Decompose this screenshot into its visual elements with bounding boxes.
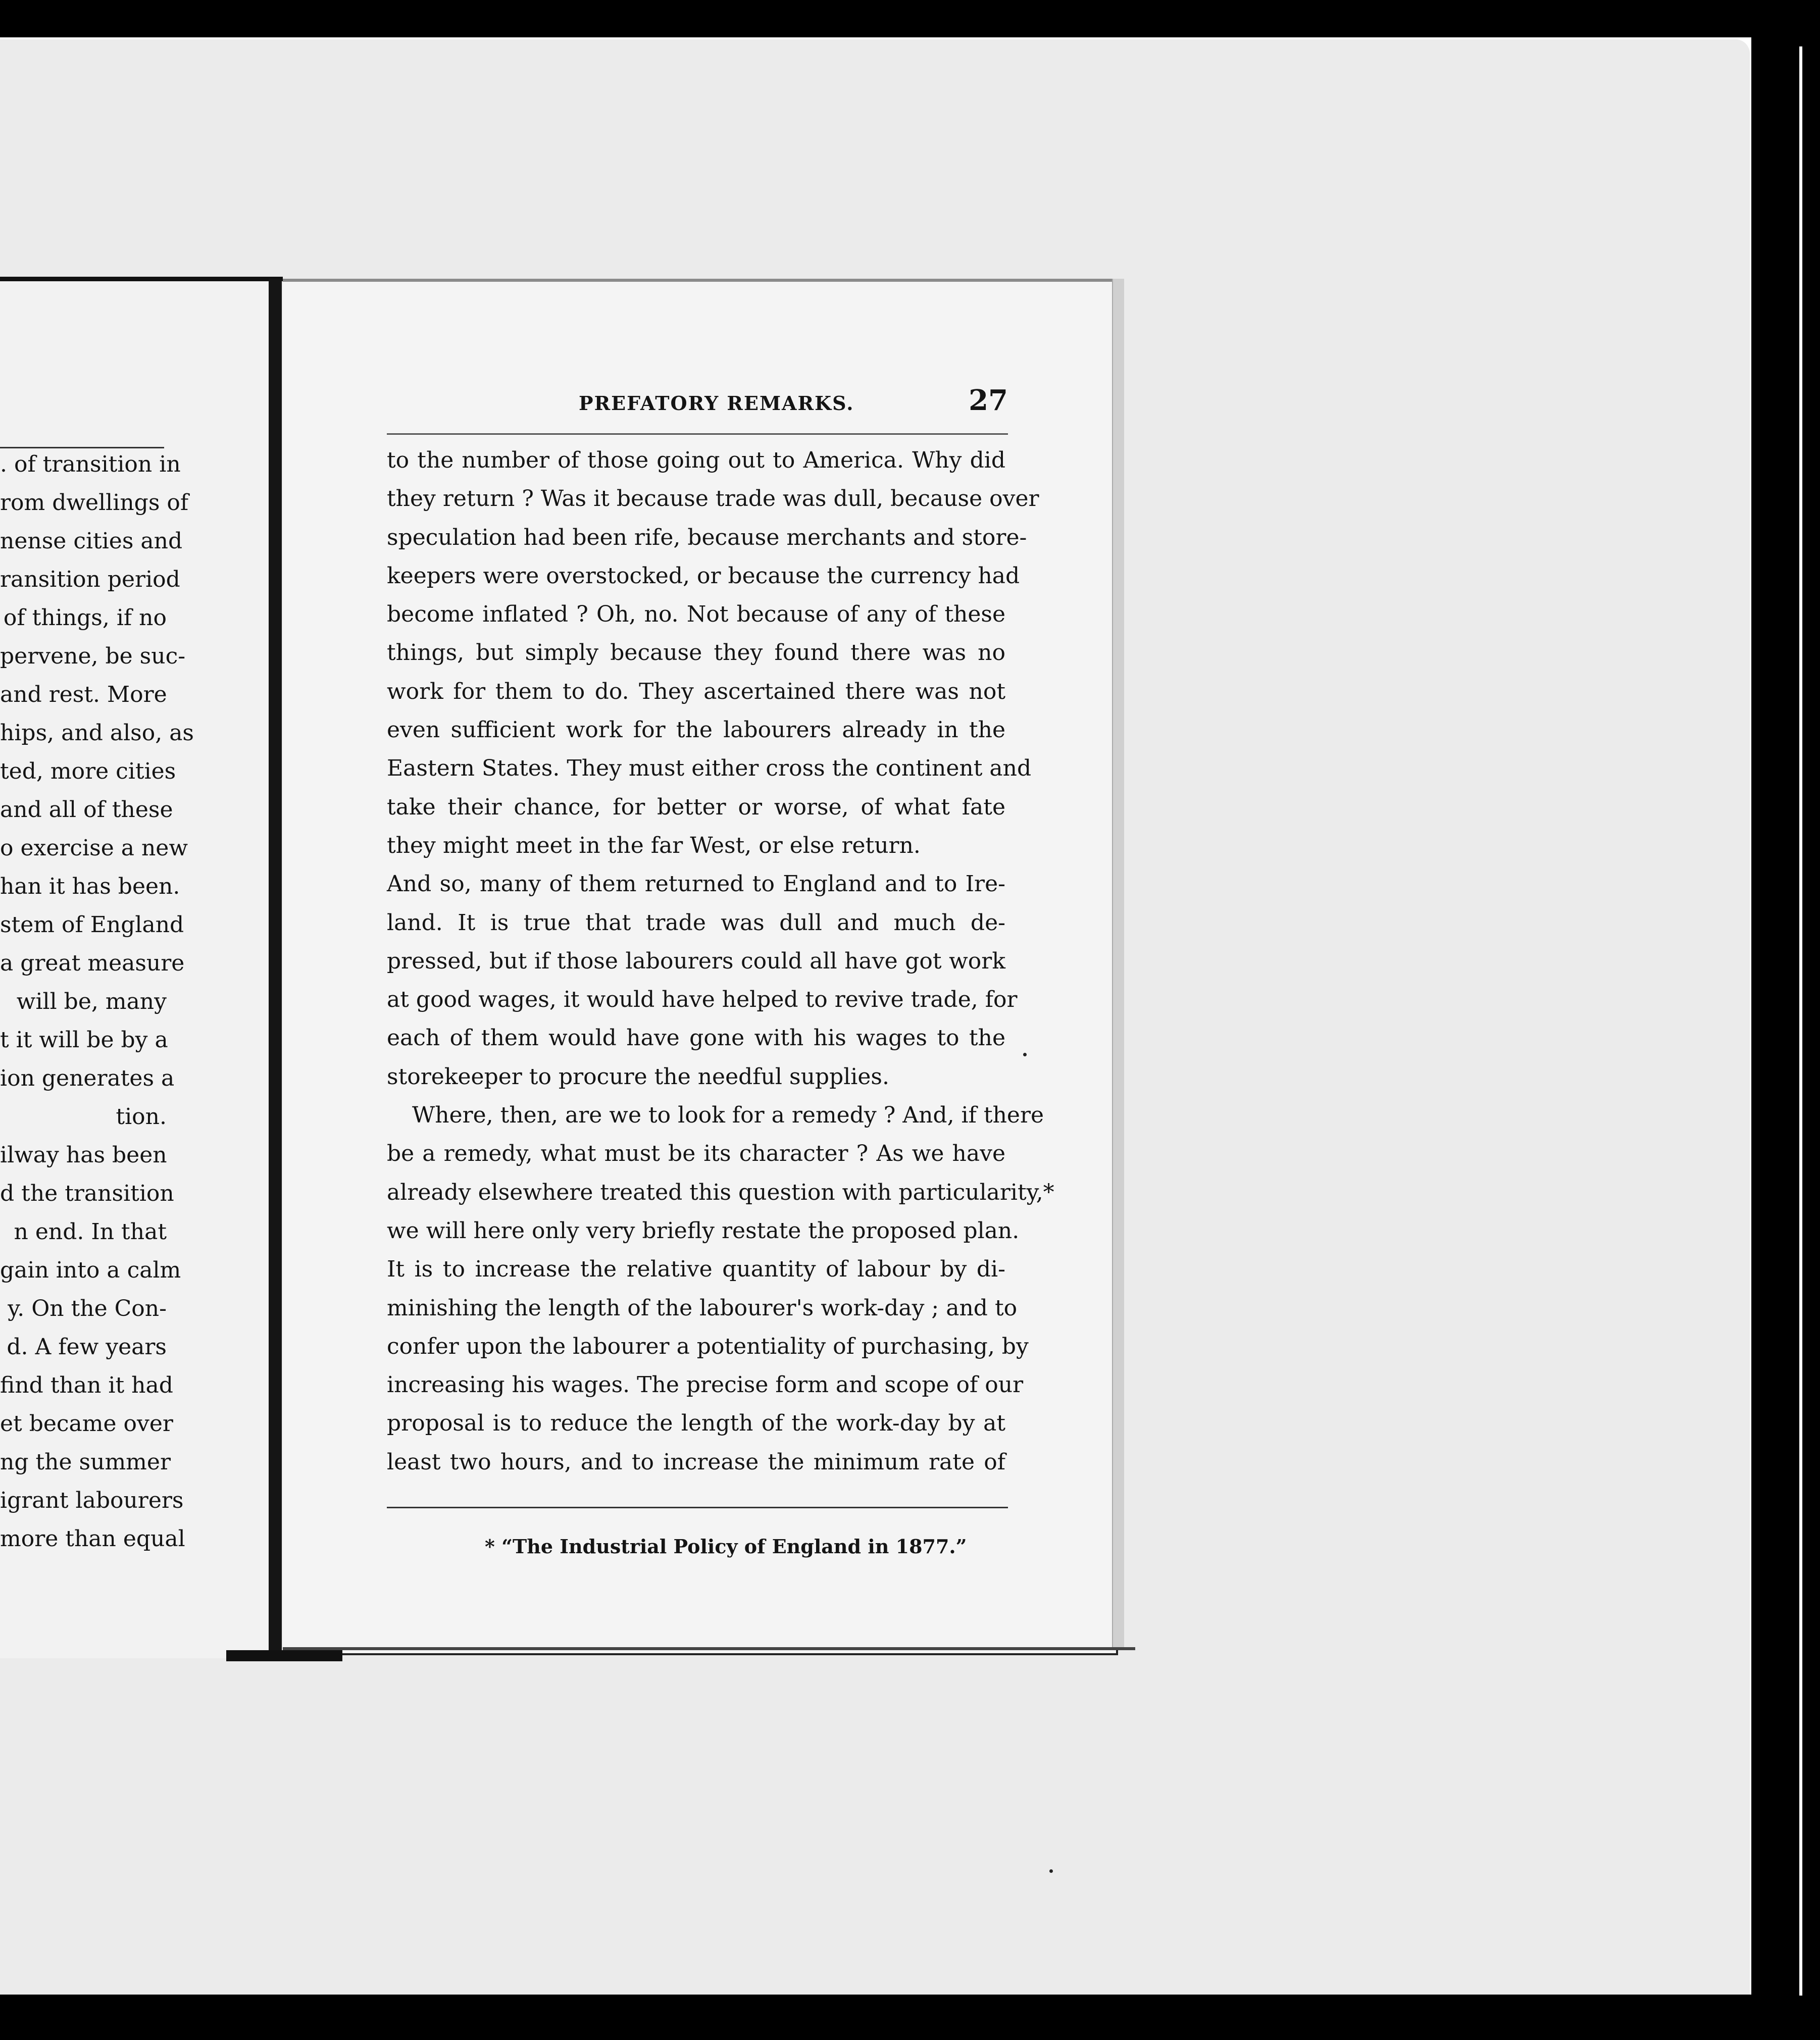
text-line: take their chance, for better or worse, of what fate xyxy=(387,794,1005,820)
left-text-line: han it has been. xyxy=(0,874,180,899)
left-text-line: pervene, be suc- xyxy=(0,643,186,669)
left-page-top-edge xyxy=(0,277,283,281)
left-text-line: nense cities and xyxy=(0,528,183,554)
left-text-line: stem of England xyxy=(0,912,184,938)
text-line: they might meet in the far West, or else return. xyxy=(387,832,921,858)
left-text-line: n end. In that xyxy=(14,1219,167,1245)
text-line: become inflated ? Oh, no. Not because of any of these xyxy=(387,601,1005,628)
text-line: at good wages, it would have helped to revive trade, for xyxy=(387,987,1018,1013)
left-text-line: a great measure xyxy=(0,950,185,976)
body-text xyxy=(387,441,1054,1482)
left-text-line: of things, if no xyxy=(3,605,167,631)
text-line: work for them to do. They ascertained there was not xyxy=(387,678,1005,704)
text-line: least two hours, and to increase the minimum rate of xyxy=(387,1449,1005,1475)
text-line: confer upon the labourer a potentiality of purchasing, by xyxy=(387,1333,1029,1359)
text-line: pressed, but if those labourers could all have got work xyxy=(387,948,1005,974)
text-line: land. It is true that trade was dull and much de- xyxy=(387,909,1005,936)
left-text-line: ransition period xyxy=(0,567,180,592)
left-text-line: t it will be by a xyxy=(0,1027,168,1053)
left-text-line: will be, many xyxy=(16,989,167,1014)
left-text-line: hips, and also, as xyxy=(0,720,194,746)
text-line: And so, many of them returned to England and to Ire- xyxy=(387,871,1005,897)
film-speck xyxy=(1023,1053,1027,1056)
film-border-right-stripe xyxy=(1799,46,1802,1996)
left-text-line: find than it had xyxy=(0,1372,173,1398)
left-page-text xyxy=(0,445,194,1558)
page-number: 27 xyxy=(969,384,1008,417)
text-line: already elsewhere treated this question with particularity,* xyxy=(387,1179,1054,1205)
text-line: Eastern States. They must either cross the continent and xyxy=(387,755,1032,782)
text-line: to the number of those going out to America. Why did xyxy=(387,447,1005,473)
book-gutter xyxy=(269,279,282,1658)
text-line: speculation had been rife, because merchants and store- xyxy=(387,524,1027,550)
text-line: storekeeper to procure the needful supplies. xyxy=(387,1063,889,1090)
running-head: PREFATORY REMARKS. xyxy=(579,392,854,415)
film-border-right xyxy=(1751,0,1820,2040)
footnote-rule xyxy=(387,1507,1008,1508)
left-text-line: y. On the Con- xyxy=(8,1296,167,1321)
left-text-line: rom dwellings of xyxy=(0,490,189,516)
left-text-line: ted, more cities xyxy=(0,758,176,784)
text-line: each of them would have gone with his wages to the xyxy=(387,1025,1005,1051)
page-header xyxy=(387,384,1008,419)
text-line: proposal is to reduce the length of the work-day by at xyxy=(387,1410,1005,1437)
text-line: It is to increase the relative quantity of labour by di- xyxy=(387,1256,1005,1283)
left-text-line: more than equal xyxy=(0,1526,185,1552)
left-text-line: tion. xyxy=(116,1104,167,1130)
left-text-line: o exercise a new xyxy=(0,835,188,861)
left-text-line: gain into a calm xyxy=(0,1257,181,1283)
left-text-line: and rest. More xyxy=(0,682,167,707)
text-line: things, but simply because they found there was no xyxy=(387,640,1005,666)
film-border-bottom xyxy=(0,1995,1820,2040)
footnote: * “The Industrial Policy of England in 1877.” xyxy=(485,1535,967,1558)
film-border-top xyxy=(0,0,1820,37)
left-text-line: d the transition xyxy=(0,1181,174,1206)
text-line: increasing his wages. The precise form and scope of our xyxy=(387,1372,1024,1398)
text-line: we will here only very briefly restate the proposed plan. xyxy=(387,1217,1020,1244)
text-line: keepers were overstocked, or because the currency had xyxy=(387,563,1020,589)
left-text-line: d. A few years xyxy=(7,1334,167,1360)
left-text-line: ilway has been xyxy=(0,1142,167,1168)
left-text-line: igrant labourers xyxy=(0,1488,184,1513)
film-speck xyxy=(1049,1869,1053,1873)
left-text-line: and all of these xyxy=(0,797,173,823)
text-line: they return ? Was it because trade was dull, because over xyxy=(387,486,1039,512)
left-text-line: . of transition in xyxy=(0,451,181,477)
page-fore-edge xyxy=(1112,279,1124,1650)
left-text-line: et became over xyxy=(0,1411,173,1437)
text-line: be a remedy, what must be its character ? As we have xyxy=(387,1141,1005,1167)
text-line: even sufficient work for the labourers already in the xyxy=(387,717,1005,743)
left-text-line: ng the summer xyxy=(0,1449,171,1475)
gutter-foot xyxy=(226,1650,342,1661)
text-line: minishing the length of the labourer's work-day ; and to xyxy=(387,1295,1018,1321)
page-bottom-edge xyxy=(283,1647,1135,1650)
text-line: Where, then, are we to look for a remedy ? And, if there xyxy=(412,1102,1044,1129)
left-text-line: ion generates a xyxy=(0,1065,175,1091)
header-rule xyxy=(387,433,1008,435)
